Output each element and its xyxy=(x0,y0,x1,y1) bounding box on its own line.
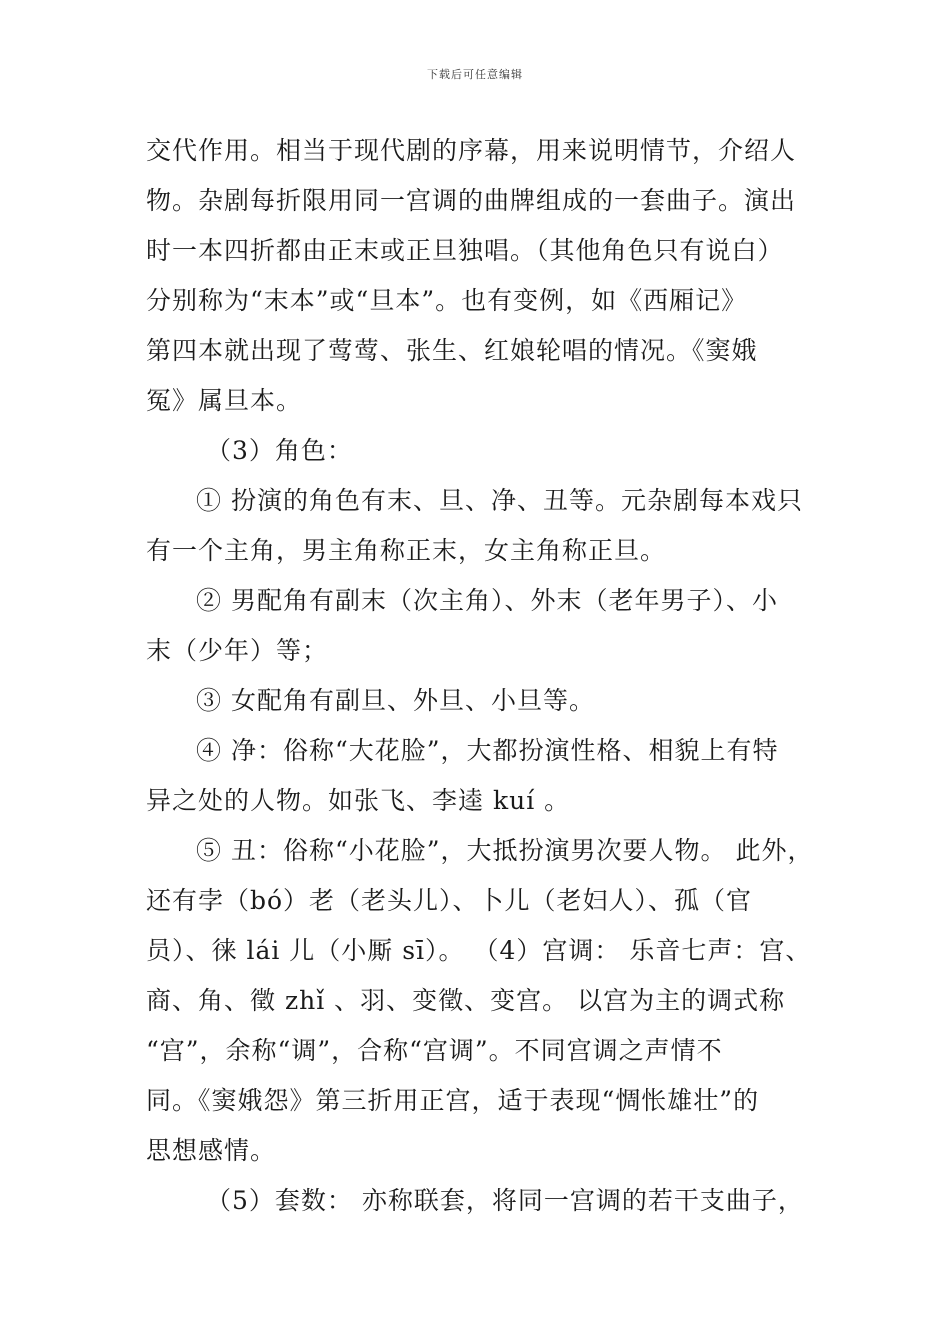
text-line: ④ 净：俗称“大花脸”，大都扮演性格、相貌上有特 xyxy=(196,736,779,765)
text-line: 末（少年）等； xyxy=(146,636,329,665)
paragraph-role-1 xyxy=(146,476,836,576)
text-line: ① 扮演的角色有末、旦、净、丑等。元杂剧每本戏只 xyxy=(196,486,803,515)
text-line: 冤》属旦本。 xyxy=(146,386,303,415)
text-line: 第四本就出现了莺莺、张生、红娘轮唱的情况。《窦娥 xyxy=(146,336,758,365)
text-line: 同。《窦娥怨》第三折用正宫，适于表现“惆怅雄壮”的 xyxy=(146,1086,760,1115)
document-body xyxy=(146,126,836,1226)
text-line: “宫”，余称“调”，合称“宫调”。不同宫调之声情不 xyxy=(146,1036,723,1065)
section-heading-suites xyxy=(146,1176,836,1226)
text-line: 员）、徕 lái 儿（小厮 sī）。 （4）宫调： 乐音七声：宫、 xyxy=(146,936,812,965)
text-line: 交代作用。相当于现代剧的序幕，用来说明情节，介绍人 xyxy=(146,136,797,165)
paragraph-role-2 xyxy=(146,576,836,676)
text-line: 物。杂剧每折限用同一宫调的曲牌组成的一套曲子。演出 xyxy=(146,186,797,215)
text-line: （5）套数： 亦称联套，将同一宫调的若干支曲子， xyxy=(206,1186,804,1215)
text-line: （3）角色： xyxy=(206,436,353,465)
text-line: 思想感情。 xyxy=(146,1136,277,1165)
paragraph-role-4 xyxy=(146,726,836,826)
text-line: ⑤ 丑：俗称“小花脸”，大抵扮演男次要人物。 此外， xyxy=(196,836,814,865)
text-line: 商、角、徵 zhǐ 、羽、变徵、变宫。 以宫为主的调式称 xyxy=(146,986,786,1015)
paragraph-drama-structure xyxy=(146,126,836,426)
text-line: 分别称为“末本”或“旦本”。也有变例，如《西厢记》 xyxy=(146,286,748,315)
paragraph-role-5 xyxy=(146,826,836,1176)
text-line: ③ 女配角有副旦、外旦、小旦等。 xyxy=(196,686,595,715)
text-line: ② 男配角有副末（次主角）、外末（老年男子）、小 xyxy=(196,586,778,615)
text-line: 还有孛（bó）老（老头儿）、卜儿（老妇人）、孤（官 xyxy=(146,886,753,915)
text-line: 异之处的人物。如张飞、李逵 kuí 。 xyxy=(146,786,571,815)
section-heading-roles xyxy=(146,426,836,476)
text-line: 有一个主角，男主角称正末，女主角称正旦。 xyxy=(146,536,667,565)
text-line: 时一本四折都由正末或正旦独唱。（其他角色只有说白） xyxy=(146,236,784,265)
paragraph-role-3 xyxy=(146,676,836,726)
page-header: 下载后可任意编辑 xyxy=(427,68,523,81)
